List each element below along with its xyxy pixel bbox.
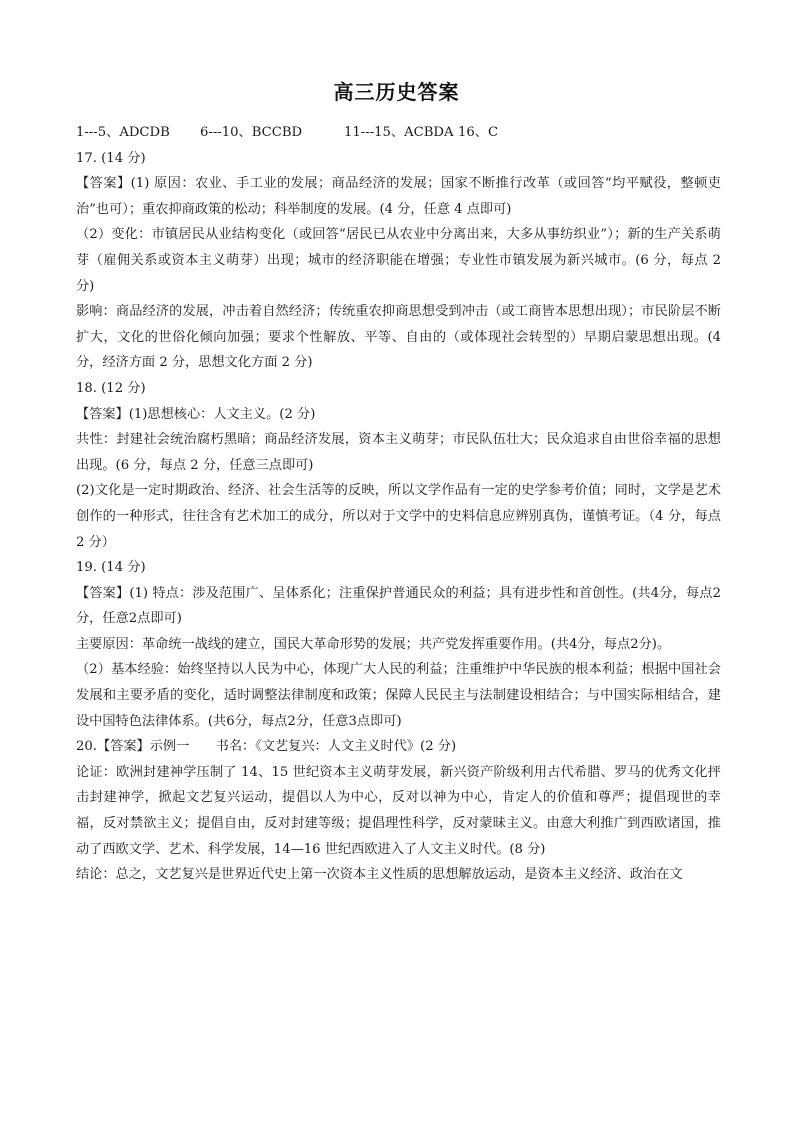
mcq-group-3: 11---15、ACBDA	[344, 125, 454, 140]
q18-heading: 18. (12 分)	[76, 380, 146, 396]
mcq-group-4: 16、C	[458, 125, 499, 140]
q19-answer-part1: 【答案】(1) 特点：涉及范围广、呈体系化；注重保护普通民众的利益；具有进步性和首创性。(共4分，每点2分，任意2点即可)	[76, 585, 721, 627]
q19-answer-part2: （2）基本经验：始终坚持以人民为中心，体现广大人民的利益；注重维护中华民族的根本利益；根据中国社会发展和主要矛盾的变化，适时调整法律制度和政策；保障人民民主与法制建设相结合；与中国实际相结合，建设中国特色法律体系。(共6分，每点2分，任意3点即可)	[76, 662, 721, 729]
q17-answer-impact: 影响：商品经济的发展，冲击着自然经济；传统重农抑商思想受到冲击（或工商皆本思想出现）；市民阶层不断扩大，文化的世俗化倾向加强；要求个性解放、平等、自由的（或体现社会转型的）早期启蒙思想出现。(4 分，经济方面 2 分，思想文化方面 2 分)	[76, 304, 721, 371]
q17-heading: 17. (14 分)	[76, 150, 146, 166]
multiple-choice-answers	[76, 120, 721, 146]
q18-answer-part1: 【答案】(1)思想核心：人文主义。(2 分)	[76, 406, 316, 422]
page-title: 高三历史答案	[333, 80, 460, 104]
mcq-group-1: 1---5、ADCDB	[76, 125, 170, 140]
q19-heading: 19. (14 分)	[76, 560, 146, 576]
q18-answer-part2: (2)文化是一定时期政治、经济、社会生活等的反映，所以文学作品有一定的史学参考价值；同时，文学是艺术创作的一种形式，往往含有艺术加工的成分，所以对于文学中的史料信息应辨别真伪，谨慎考证。（4 分，每点 2 分）	[76, 483, 721, 550]
q20-answer-heading: 20.【答案】示例一 书名：《文艺复兴：人文主义时代》(2 分)	[76, 739, 457, 755]
q20-answer-argument: 论证：欧洲封建神学压制了 14、15 世纪资本主义萌芽发展，新兴资产阶级利用古代希腊、罗马的优秀文化抨击封建神学，掀起文艺复兴运动，提倡以人为中心，反对以神为中心，肯定人的价值和尊严；提倡现世的幸福，反对禁欲主义；提倡自由，反对封建等级；提倡理性科学，反对蒙昧主义。由意大利推广到西欧诸国，推动了西欧文学、艺术、科学发展，14—16 世纪西欧进入了人文主义时代。(8 分)	[76, 764, 721, 857]
q19-answer-reasons: 主要原因：革命统一战线的建立，国民大革命形势的发展；共产党发挥重要作用。(共4分，每点2分)。	[76, 636, 671, 652]
answer-content	[76, 120, 721, 888]
q20-answer-conclusion: 结论：总之，文艺复兴是世界近代史上第一次资本主义性质的思想解放运动，是资本主义经济、政治在文	[76, 867, 683, 883]
mcq-group-2: 6---10、BCCBD	[200, 125, 303, 140]
q17-answer-part2: （2）变化：市镇居民从业结构变化（或回答“居民已从农业中分离出来，大多从事纺织业”）；新的生产关系萌芽（雇佣关系或资本主义萌芽）出现；城市的经济职能在增强；专业性市镇发展为新兴城市。(6 分，每点 2 分)	[76, 227, 721, 294]
q18-answer-commonality: 共性：封建社会统治腐朽黑暗；商品经济发展，资本主义萌芽；市民队伍壮大；民众追求自由世俗幸福的思想出现。(6 分，每点 2 分，任意三点即可)	[76, 432, 721, 473]
q17-answer-part1: 【答案】(1) 原因：农业、手工业的发展；商品经济的发展；国家不断推行改革（或回答“均平赋役，整顿吏治”也可）；重农抑商政策的松动；科举制度的发展。(4 分，任意 4 点即可)	[76, 176, 721, 217]
